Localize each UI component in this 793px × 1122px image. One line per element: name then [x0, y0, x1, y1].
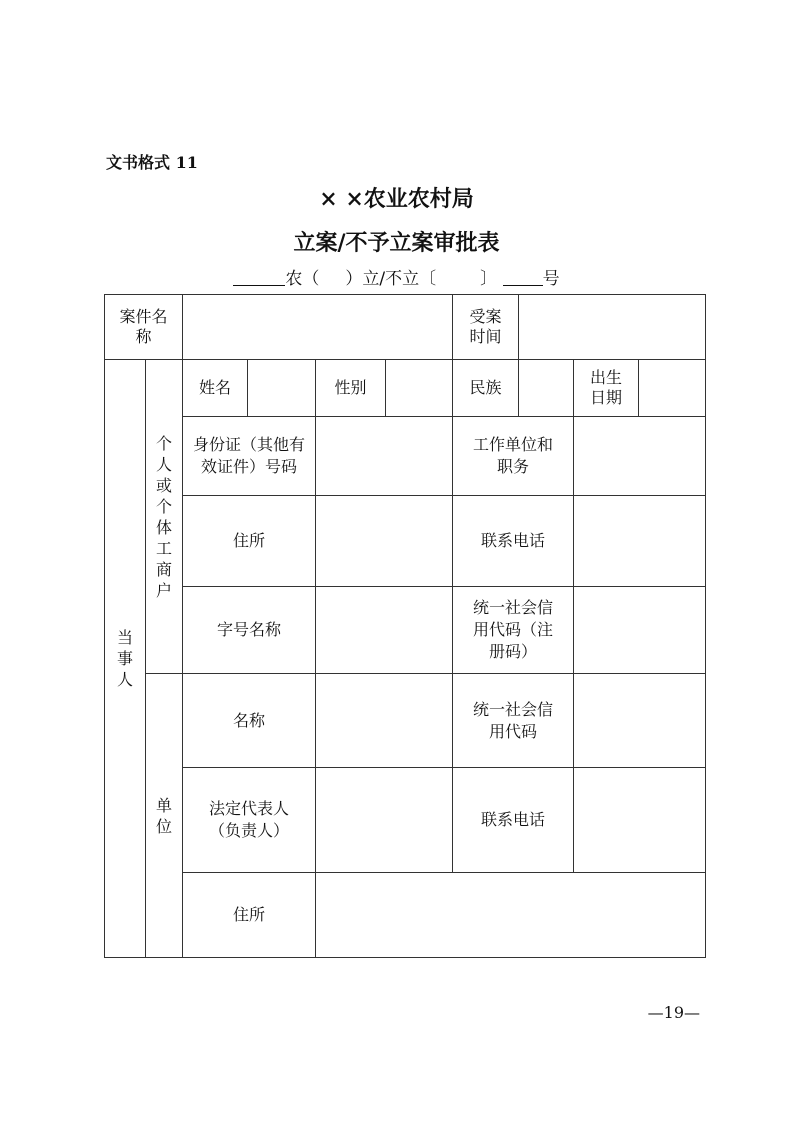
birth-date-label-cell — [574, 360, 639, 417]
phone-value-cell[interactable] — [574, 496, 706, 587]
unit-credit-code-value-cell[interactable] — [574, 674, 706, 768]
accept-time-label: 受案时间 — [469, 307, 502, 346]
accept-time-value-cell[interactable] — [519, 295, 706, 360]
unit-phone-value-cell[interactable] — [574, 768, 706, 873]
legal-rep-value-cell[interactable] — [316, 768, 453, 873]
case-name-label-cell — [105, 295, 183, 360]
individual-label: 个人或个体工商户 — [155, 433, 172, 600]
unit-address-label-cell: 住所 — [183, 873, 316, 958]
unit-address-value-cell[interactable] — [316, 873, 706, 958]
ethnicity-value-cell[interactable] — [519, 360, 574, 417]
table-row — [105, 674, 706, 768]
unit-name-label-cell: 名称 — [183, 674, 316, 768]
docno-hao-text: 号 — [542, 269, 560, 289]
id-number-label: 身份证（其他有效证件）号码 — [192, 435, 305, 476]
unit-credit-code-label-cell — [453, 674, 574, 768]
serial-blank[interactable] — [503, 269, 543, 286]
table-row — [105, 360, 706, 417]
party-label: 当事人 — [116, 628, 133, 689]
accept-time-label-cell — [453, 295, 519, 360]
document-format-label: 文书格式 11 — [106, 153, 198, 172]
issuing-authority-title: × ×农业农村局 — [319, 186, 474, 212]
unit-phone-label-cell: 联系电话 — [453, 768, 574, 873]
region-blank[interactable] — [233, 269, 285, 286]
individual-label-cell — [146, 360, 183, 674]
birth-date-label: 出生日期 — [589, 368, 622, 407]
id-number-value-cell[interactable] — [316, 417, 453, 496]
gender-label-cell: 性别 — [316, 360, 386, 417]
case-name-value-cell[interactable] — [183, 295, 453, 360]
page-number: —19— — [647, 1003, 700, 1022]
table-row — [105, 873, 706, 958]
form-title: 立案/不予立案审批表 — [293, 230, 500, 256]
document-number-line — [0, 264, 793, 289]
unit-label-cell — [146, 674, 183, 958]
table-row — [105, 496, 706, 587]
party-label-cell — [105, 360, 146, 958]
case-name-label: 案件名称 — [119, 307, 168, 346]
name-value-cell[interactable] — [248, 360, 316, 417]
credit-code-reg-value-cell[interactable] — [574, 587, 706, 674]
work-unit-value-cell[interactable] — [574, 417, 706, 496]
credit-code-reg-label-cell — [453, 587, 574, 674]
legal-rep-label-cell — [183, 768, 316, 873]
docno-end-bracket: 〕 — [480, 269, 498, 289]
phone-label-cell: 联系电话 — [453, 496, 574, 587]
table-row — [105, 768, 706, 873]
table-row — [105, 295, 706, 360]
work-unit-label-cell — [453, 417, 574, 496]
ethnicity-label-cell: 民族 — [453, 360, 519, 417]
trade-name-label-cell: 字号名称 — [183, 587, 316, 674]
table-row — [105, 417, 706, 496]
trade-name-value-cell[interactable] — [316, 587, 453, 674]
credit-code-reg-label: 统一社会信用代码（注册码） — [473, 598, 554, 661]
gender-value-cell[interactable] — [386, 360, 453, 417]
address-label-cell: 住所 — [183, 496, 316, 587]
legal-rep-label: 法定代表人（负责人） — [208, 799, 289, 840]
unit-credit-code-label: 统一社会信用代码 — [473, 699, 554, 741]
unit-name-value-cell[interactable] — [316, 674, 453, 768]
name-label-cell: 姓名 — [183, 360, 248, 417]
birth-date-value-cell[interactable] — [639, 360, 706, 417]
approval-form-table — [104, 294, 706, 958]
docno-nong-text: 农（ — [285, 269, 320, 289]
docno-li-text: ）立/不立〔 — [345, 269, 437, 289]
id-number-label-cell — [183, 417, 316, 496]
table-row — [105, 587, 706, 674]
work-unit-label: 工作单位和职务 — [473, 435, 554, 476]
address-value-cell[interactable] — [316, 496, 453, 587]
unit-label: 单位 — [155, 795, 172, 836]
